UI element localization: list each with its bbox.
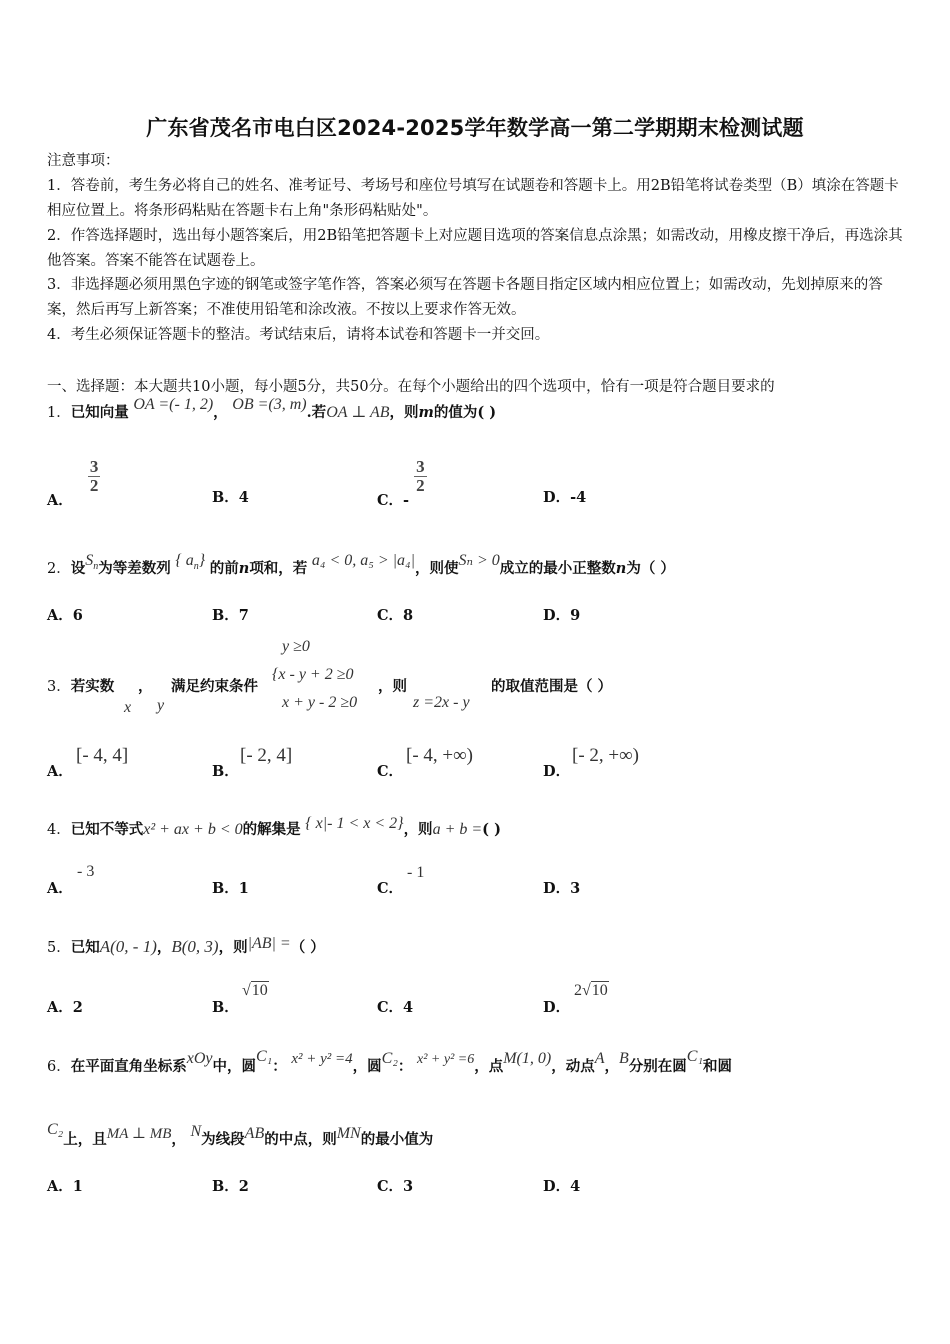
q3-option-b[interactable]: B． — [212, 763, 239, 780]
q5-option-d-radicand: 10 — [591, 982, 608, 999]
q2-sn-sub: n — [93, 561, 99, 573]
q5-text-b: ，则 — [218, 939, 248, 956]
q5-number: 5． — [47, 940, 71, 956]
q4-option-d[interactable]: D．3 — [543, 880, 581, 897]
q6-perp: MA ⊥ MB — [106, 1126, 172, 1142]
q4-option-c-expr: - 1 — [407, 864, 425, 881]
q2-an-sub: n — [193, 561, 199, 573]
q6-c2-b: C₂ — [47, 1121, 64, 1138]
q3-var-y: y — [157, 697, 165, 714]
q6-xoy: xOy — [186, 1050, 213, 1067]
q3-option-b-expr: [- 2, 4] — [240, 745, 293, 766]
q2-n-2: n — [615, 560, 627, 577]
q4-text-b: 的解集是 — [242, 821, 301, 838]
q5-text-a: 已知 — [70, 939, 100, 956]
q1-text-b: .若 — [306, 404, 327, 421]
q1-option-c-frac — [414, 458, 427, 495]
question-3 — [47, 675, 114, 696]
q3-constraint-3: x + y - 2 ≥0 — [282, 694, 358, 711]
q4-solution-set: { x|- 1 < x < 2} — [305, 815, 404, 832]
q2-option-c[interactable]: C．8 — [377, 607, 414, 624]
q3-constraint-1: y ≥0 — [282, 638, 310, 655]
question-4 — [47, 815, 501, 839]
q5-option-a[interactable]: A．2 — [47, 999, 83, 1016]
question-1 — [47, 396, 497, 422]
notice-item-3: 3．非选择题必须用黑色字迹的钢笔或签字笔作答，答案必须写在答题卡各题目指定区域内相应位置上；如需改动，先划掉原来的答案，然后再写上新答案；不准使用铅笔和涂改液。不按以上要求作答无效。 — [47, 277, 883, 318]
q4-option-b[interactable]: B．1 — [212, 880, 249, 897]
q2-option-b[interactable]: B．7 — [212, 607, 249, 624]
q3-objective: z =2x - y — [413, 694, 470, 711]
q5-option-b[interactable]: B． — [212, 999, 239, 1016]
q6-c2: C₂ — [381, 1050, 398, 1067]
question-6-line-2 — [47, 1121, 434, 1149]
notice-heading: 注意事项： — [47, 153, 120, 169]
q1-option-c[interactable] — [377, 457, 427, 509]
q1-vector-ob: OB =(3, m) — [232, 396, 307, 413]
question-6 — [47, 1048, 732, 1076]
q1-text-a: 已知向量 — [70, 404, 129, 421]
q1-text-c: ，则 — [389, 404, 419, 421]
q1-text-d: 的值为( ) — [433, 404, 497, 421]
q3-option-c[interactable]: C． — [377, 763, 404, 780]
q3-option-a[interactable]: A． — [47, 763, 73, 780]
q1-option-a-num: 3 — [89, 457, 99, 476]
q5-option-d-expr: 2√10 — [574, 982, 608, 999]
q6-mn: MN — [336, 1125, 361, 1142]
question-5 — [47, 936, 325, 957]
q6-text-g: 和圆 — [703, 1058, 732, 1075]
q3-constraint-2: {x - y + 2 ≥0 — [272, 666, 354, 683]
q6-text-j: 为线段 — [201, 1131, 245, 1148]
q6-c1: C₁ — [256, 1048, 273, 1065]
q6-text-b: 中，圆 — [212, 1058, 256, 1075]
q6-option-d[interactable]: D．4 — [543, 1178, 581, 1195]
q2-text-f: 成立的最小正整数 — [499, 560, 616, 577]
q1-option-d[interactable]: D．-4 — [543, 489, 587, 506]
q6-text-h: 上，且 — [63, 1131, 107, 1148]
q4-number: 4． — [47, 822, 71, 838]
q2-text-d: 项和，若 — [249, 560, 308, 577]
q5-option-c[interactable]: C．4 — [377, 999, 414, 1016]
q5-option-b-expr: √10 — [242, 982, 268, 999]
q3-option-c-expr: [- 4, +∞) — [406, 745, 473, 766]
q2-an-a: { a — [175, 552, 194, 569]
q1-option-a-label: A． — [47, 491, 73, 509]
q6-colon-2: ： — [397, 1058, 413, 1075]
q1-option-c-num: 3 — [416, 457, 425, 476]
q5-point-a: A(0, - 1) — [99, 937, 157, 956]
q2-n: n — [238, 560, 250, 577]
q1-option-c-sign: - — [403, 491, 410, 509]
q2-text-b: 为等差数列 — [98, 560, 171, 577]
q5-option-d-coef: 2 — [574, 982, 582, 999]
q3-text-b: 满足约束条件 — [171, 678, 258, 695]
q5-option-d[interactable]: D． — [543, 999, 571, 1016]
q1-option-a-den: 2 — [89, 476, 99, 495]
q5-text-c: （ ） — [290, 939, 325, 956]
q1-option-c-den: 2 — [416, 476, 425, 495]
q3-option-d[interactable]: D． — [543, 763, 571, 780]
q4-inequality: x² + ax + b < 0 — [143, 821, 243, 838]
q6-point-m: M(1, 0) — [503, 1050, 552, 1067]
q6-sep: ， — [604, 1058, 619, 1075]
q1-option-a-frac — [88, 458, 101, 495]
q6-colon-1: ： — [272, 1058, 287, 1075]
q4-text-a: 已知不等式 — [70, 821, 144, 838]
q3-option-d-expr: [- 2, +∞) — [572, 745, 639, 766]
q1-perp: OA ⊥ AB — [326, 404, 390, 421]
q4-option-a[interactable]: A． — [47, 880, 73, 897]
q6-text-d: ，点 — [474, 1058, 504, 1075]
q6-text-e: ，动点 — [551, 1058, 595, 1075]
q1-option-a[interactable] — [47, 457, 100, 509]
q5-sep: ， — [156, 939, 172, 956]
q6-option-c[interactable]: C．3 — [377, 1178, 414, 1195]
q5-point-b: B(0, 3) — [171, 937, 219, 956]
notice-item-1: 1．答卷前，考生务必将自己的姓名、准考证号、考场号和座位号填写在试题卷和答题卡上。用2B铅笔将试卷类型（B）填涂在答题卡相应位置上。将条形码粘贴在答题卡右上角"条形码粘贴处"。 — [47, 178, 899, 219]
q3-number: 3． — [47, 679, 71, 695]
q3-var-x: x — [124, 699, 132, 716]
question-2 — [47, 552, 675, 580]
q4-option-a-expr: - 3 — [77, 863, 95, 880]
q1-vector-oa: OA =(- 1, 2) — [133, 396, 214, 413]
q4-sum: a + b = — [432, 821, 483, 838]
q2-text-a: 设 — [70, 560, 86, 577]
q6-point-a: A — [594, 1050, 605, 1067]
q1-sep: ， — [213, 404, 228, 421]
q1-option-c-label: C． — [377, 491, 404, 509]
page-title: 广东省茂名市电白区2024-2025学年数学高一第二学期期末检测试题 — [146, 116, 804, 140]
q2-number: 2． — [47, 561, 71, 577]
q2-text-g: 为（ ） — [626, 560, 675, 577]
q6-text-k: 的中点，则 — [264, 1131, 337, 1148]
q2-condition: a₄ < 0, a₅ > |a₄| — [311, 552, 415, 569]
q2-an — [175, 552, 206, 573]
q6-ab: AB — [244, 1125, 265, 1142]
notice-item-2: 2．作答选择题时，选出每小题答案后，用2B铅笔把答题卡上对应题目选项的答案信息点涂黑；如需改动，用橡皮擦干净后，再选涂其他答案。答案不能答在试题卷上。 — [47, 228, 903, 269]
q6-eq2: x² + y² =6 — [417, 1052, 475, 1067]
q6-c1-b: C₁ — [686, 1048, 703, 1065]
q6-option-b[interactable]: B．2 — [212, 1178, 249, 1195]
q1-option-b[interactable]: B．4 — [212, 489, 249, 506]
q6-eq1: x² + y² =4 — [291, 1051, 353, 1067]
q3-sep: ， — [138, 678, 153, 695]
section-heading: 一、选择题：本大题共10小题，每小题5分，共50分。在每个小题给出的四个选项中，恰有一项是符合题目要求的 — [47, 379, 775, 395]
q4-text-d: ( ) — [482, 821, 501, 838]
q2-sn — [85, 552, 99, 573]
q6-text-f: 分别在圆 — [628, 1058, 687, 1075]
q6-text-i: ， — [171, 1131, 186, 1148]
q6-text-c: ，圆 — [352, 1058, 382, 1075]
q2-condition-2: Sₙ > 0 — [458, 552, 500, 569]
q2-an-close: } — [198, 552, 206, 569]
q3-option-a-expr: [- 4, 4] — [76, 745, 129, 766]
q4-option-c[interactable]: C． — [377, 880, 404, 897]
q3-text-c: ，则 — [378, 678, 407, 695]
q2-text-e: ，则使 — [415, 560, 459, 577]
q2-option-d[interactable]: D．9 — [543, 607, 581, 624]
q3-text-a: 若实数 — [70, 678, 115, 695]
q4-text-c: ，则 — [403, 821, 433, 838]
q6-number: 6． — [47, 1059, 71, 1075]
notice-item-4: 4．考生必须保证答题卡的整洁。考试结束后，请将本试卷和答题卡一并交回。 — [47, 327, 550, 343]
q6-text-l: 的最小值为 — [360, 1131, 434, 1148]
q6-option-a[interactable]: A．1 — [47, 1178, 83, 1195]
q6-point-b: B — [618, 1050, 629, 1067]
q2-text-c: 的前 — [209, 560, 239, 577]
q5-distance: |AB| = — [247, 935, 291, 952]
q2-sn-s: S — [85, 552, 94, 569]
q1-m: m — [418, 404, 434, 421]
q6-n: N — [190, 1123, 202, 1140]
q5-option-b-radicand: 10 — [251, 982, 268, 999]
q1-number: 1． — [47, 405, 71, 421]
q2-option-a[interactable]: A．6 — [47, 607, 83, 624]
q3-text-d: 的取值范围是（ ） — [491, 678, 613, 695]
q6-text-a: 在平面直角坐标系 — [70, 1058, 187, 1075]
